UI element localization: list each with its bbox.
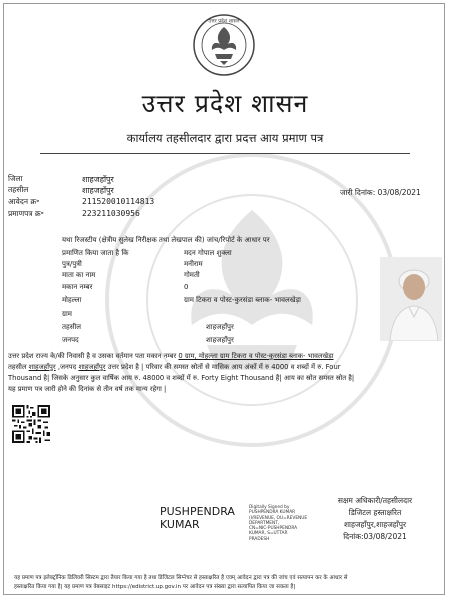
seal-text: उत्तर प्रदेश शासन: [208, 18, 240, 25]
issue-date: जारी दिनांक: 03/08/2021: [340, 188, 421, 197]
village-label: ग्राम: [62, 310, 72, 318]
district-value: शाहजहाँपुर: [82, 175, 114, 184]
tehsil-label: तहसील: [8, 185, 29, 194]
person-photo-icon: [380, 257, 442, 341]
mohalla-value: ग्राम टिकरा व पोस्ट-कुरसंडा ब्लाक- भावलखेड़ा: [184, 296, 301, 304]
application-number-value: 211520010114813: [82, 197, 155, 206]
title-divider: [40, 153, 410, 154]
address-line-2-tehsil-prefix: तहसील: [8, 363, 29, 371]
digital-signature-details: Digitally Signed by PUSHPENDRA KUMAR (I/REVENUE, OU=REVENUE DEPARTMENT, CN=NIC-PUSHPENDRA KUMAR, S=UTTAR PRADESH: [249, 505, 308, 542]
certificate-subtitle: कार्यालय तहसीलदार द्वारा प्रदत्त आय प्रमाण पत्र: [126, 131, 324, 145]
monthly-income-text: उत्तर प्रदेश है | परिवार की समस्त स्रोतों से मासिक आय अंकों में रु 4000 व शब्दों में रु. Four: [105, 363, 341, 371]
government-title: उत्तर प्रदेश शासन: [141, 89, 309, 118]
house-number-label: मकान नम्बर: [62, 283, 93, 291]
district-label: जिला: [8, 174, 23, 183]
address-tehsil-value: शाहजहाँपुर: [206, 323, 234, 331]
authority-location: शाहजहाँपुर,शाहजहाँपुर: [343, 520, 407, 529]
address-line-2-janpad-prefix: ,जनपद: [55, 363, 79, 371]
qr-code-icon: [12, 405, 50, 443]
address-line-1: [8, 351, 442, 361]
footer-note-line-2: हस्ताक्षरित किया गया है| यह प्रमाण पत्र वेबसाइट https://edistrict.up.gov.in पर आवेदन पत्र संख्या द्वारा सत्यापित किया जा सकता है|: [14, 584, 296, 590]
validity-text: यह प्रमाण पत्र जारी होने की दिनांक से तीन वर्ष तक मान्य रहेगा |: [8, 385, 167, 393]
applicant-name: मदन गोपाल शुक्ला: [184, 249, 232, 257]
application-number-label: आवेदन क्र॰: [8, 197, 40, 206]
signer-name: PUSHPENDRA KUMAR: [160, 505, 235, 531]
report-basis-text: यथा रिजस्टीय (क्षेत्रीय सुलेख निरीक्षक तथा लेखपाल की) जांच/रिपोर्ट के आधार पर: [62, 236, 270, 244]
address-line-1-text: उत्तर प्रदेश राज्य के/की निवासी है व उसका वर्तमान पता मकान नम्बर: [8, 352, 179, 360]
address-line-2-tehsil: शाहजहाँपुर: [28, 363, 56, 371]
house-number: 0: [184, 283, 189, 291]
certify-label: प्रमाणित किया जाता है कि: [62, 249, 129, 257]
authority-title: सक्षम अधिकारी/तहसीलदार: [337, 496, 413, 505]
address-tehsil-label: तहसील: [62, 323, 81, 331]
certificate-number-label: प्रमाणपत्र क्र॰: [8, 209, 44, 218]
janpad-value: शाहजहाँपुर: [206, 336, 234, 344]
mother-name-label: माता का नाम: [62, 271, 96, 279]
janpad-label: जनपद: [62, 336, 79, 344]
address-line-1-address: 0 ग्राम, मोहल्ला ग्राम टिकरा व पोस्ट-कुरसंडा ब्लाक- भावलखेड़ा: [178, 352, 334, 360]
tehsil-value: शाहजहाँपुर: [82, 186, 114, 195]
father-name: मनीराम: [184, 260, 203, 268]
address-line-2: [8, 362, 442, 372]
mohalla-label: मोहल्ला: [62, 296, 82, 304]
footer-note-line-1: यह प्रमाण पत्र इलेक्ट्रॉनिक डिलिवरी सिस्टम द्वारा तैयार किया गया है तथा डिजिटल सिग्नेचर से हस्ताक्षरित है एवम् आवेदन द्वारा पत्र की जांच एवं सत्यापन कर के आधार से: [14, 575, 348, 581]
up-government-seal-icon: [193, 14, 255, 76]
certificate-number-value: 223211030956: [82, 209, 140, 218]
digitally-signed-label: डिजिटल हस्ताक्षरित: [348, 508, 402, 517]
address-line-2-janpad: शाहजहाँपुर: [78, 363, 106, 371]
applicant-photo: [380, 257, 442, 341]
annual-income-text: Thousand है| जिसके अनुसार कुल वार्षिक आय रु. 48000 व शब्दों में रु. Forty Eight Thousand है| आय का स्रोत समस्त स्रोत है|: [8, 374, 355, 382]
signature-date: दिनांक:03/08/2021: [343, 532, 407, 541]
mother-name: गोमती: [184, 271, 200, 279]
relation-label: पुत्र/पुत्री: [62, 260, 82, 268]
